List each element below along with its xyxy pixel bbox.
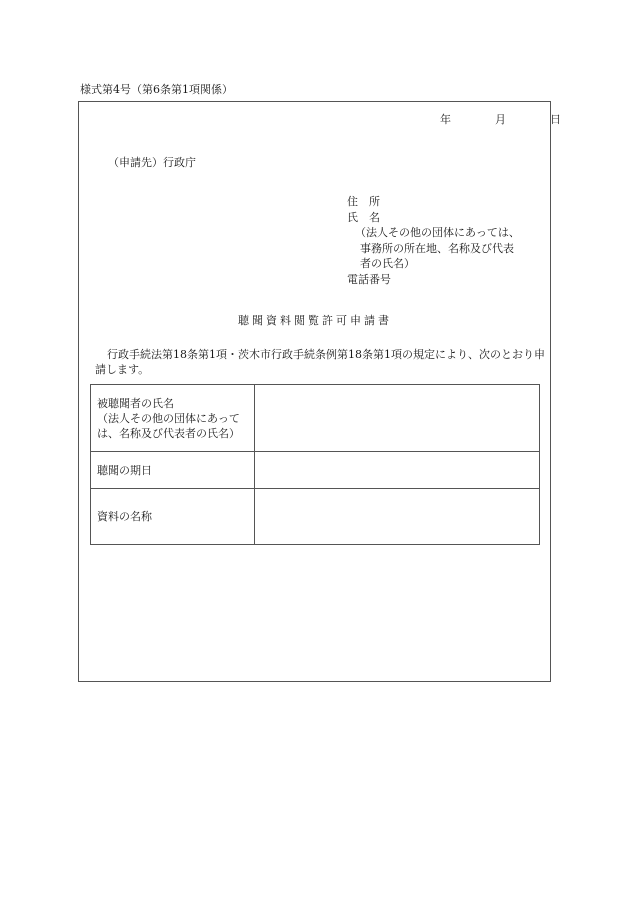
applicant-note-line-1: （法人その他の団体にあっては、 [355, 226, 520, 239]
application-fields-table [90, 384, 540, 545]
document-title: 聴聞資料閲覧許可申請書 [238, 314, 392, 327]
month-label: 月 [495, 113, 506, 126]
applicant-block [347, 194, 520, 287]
day-label: 日 [550, 113, 561, 126]
name-label: 氏 名 [347, 210, 380, 224]
year-label: 年 [440, 113, 451, 126]
field-label-document-name: 資料の名称 [91, 489, 255, 545]
table-row [91, 385, 540, 452]
field-value-hearing-person[interactable] [255, 385, 540, 452]
form-number-label: 様式第4号（第6条第1項関係） [80, 83, 233, 96]
field-value-hearing-date[interactable] [255, 452, 540, 489]
address-label: 住 所 [347, 195, 380, 208]
table-row [91, 452, 540, 489]
table-row [91, 489, 540, 545]
field-label-hearing-date: 聴聞の期日 [91, 452, 255, 489]
body-text: 行政手続法第18条第1項・茨木市行政手続条例第18条第1項の規定により、次のとおり申請します。 [95, 348, 545, 376]
applicant-note-line-3: 者の氏名） [360, 257, 415, 270]
field-label-hearing-person [91, 385, 255, 452]
date-line [440, 111, 561, 127]
applicant-note-line-2: 事務所の所在地、名称及び代表 [360, 241, 514, 255]
field-value-document-name[interactable] [255, 489, 540, 545]
field-label-line: は、名称及び代表者の氏名） [97, 426, 240, 440]
field-label-line: 被聴聞者の氏名 [97, 396, 174, 410]
addressee: （申請先）行政庁 [108, 156, 196, 169]
phone-label: 電話番号 [347, 272, 391, 286]
field-label-line: （法人その他の団体にあって [97, 411, 240, 425]
